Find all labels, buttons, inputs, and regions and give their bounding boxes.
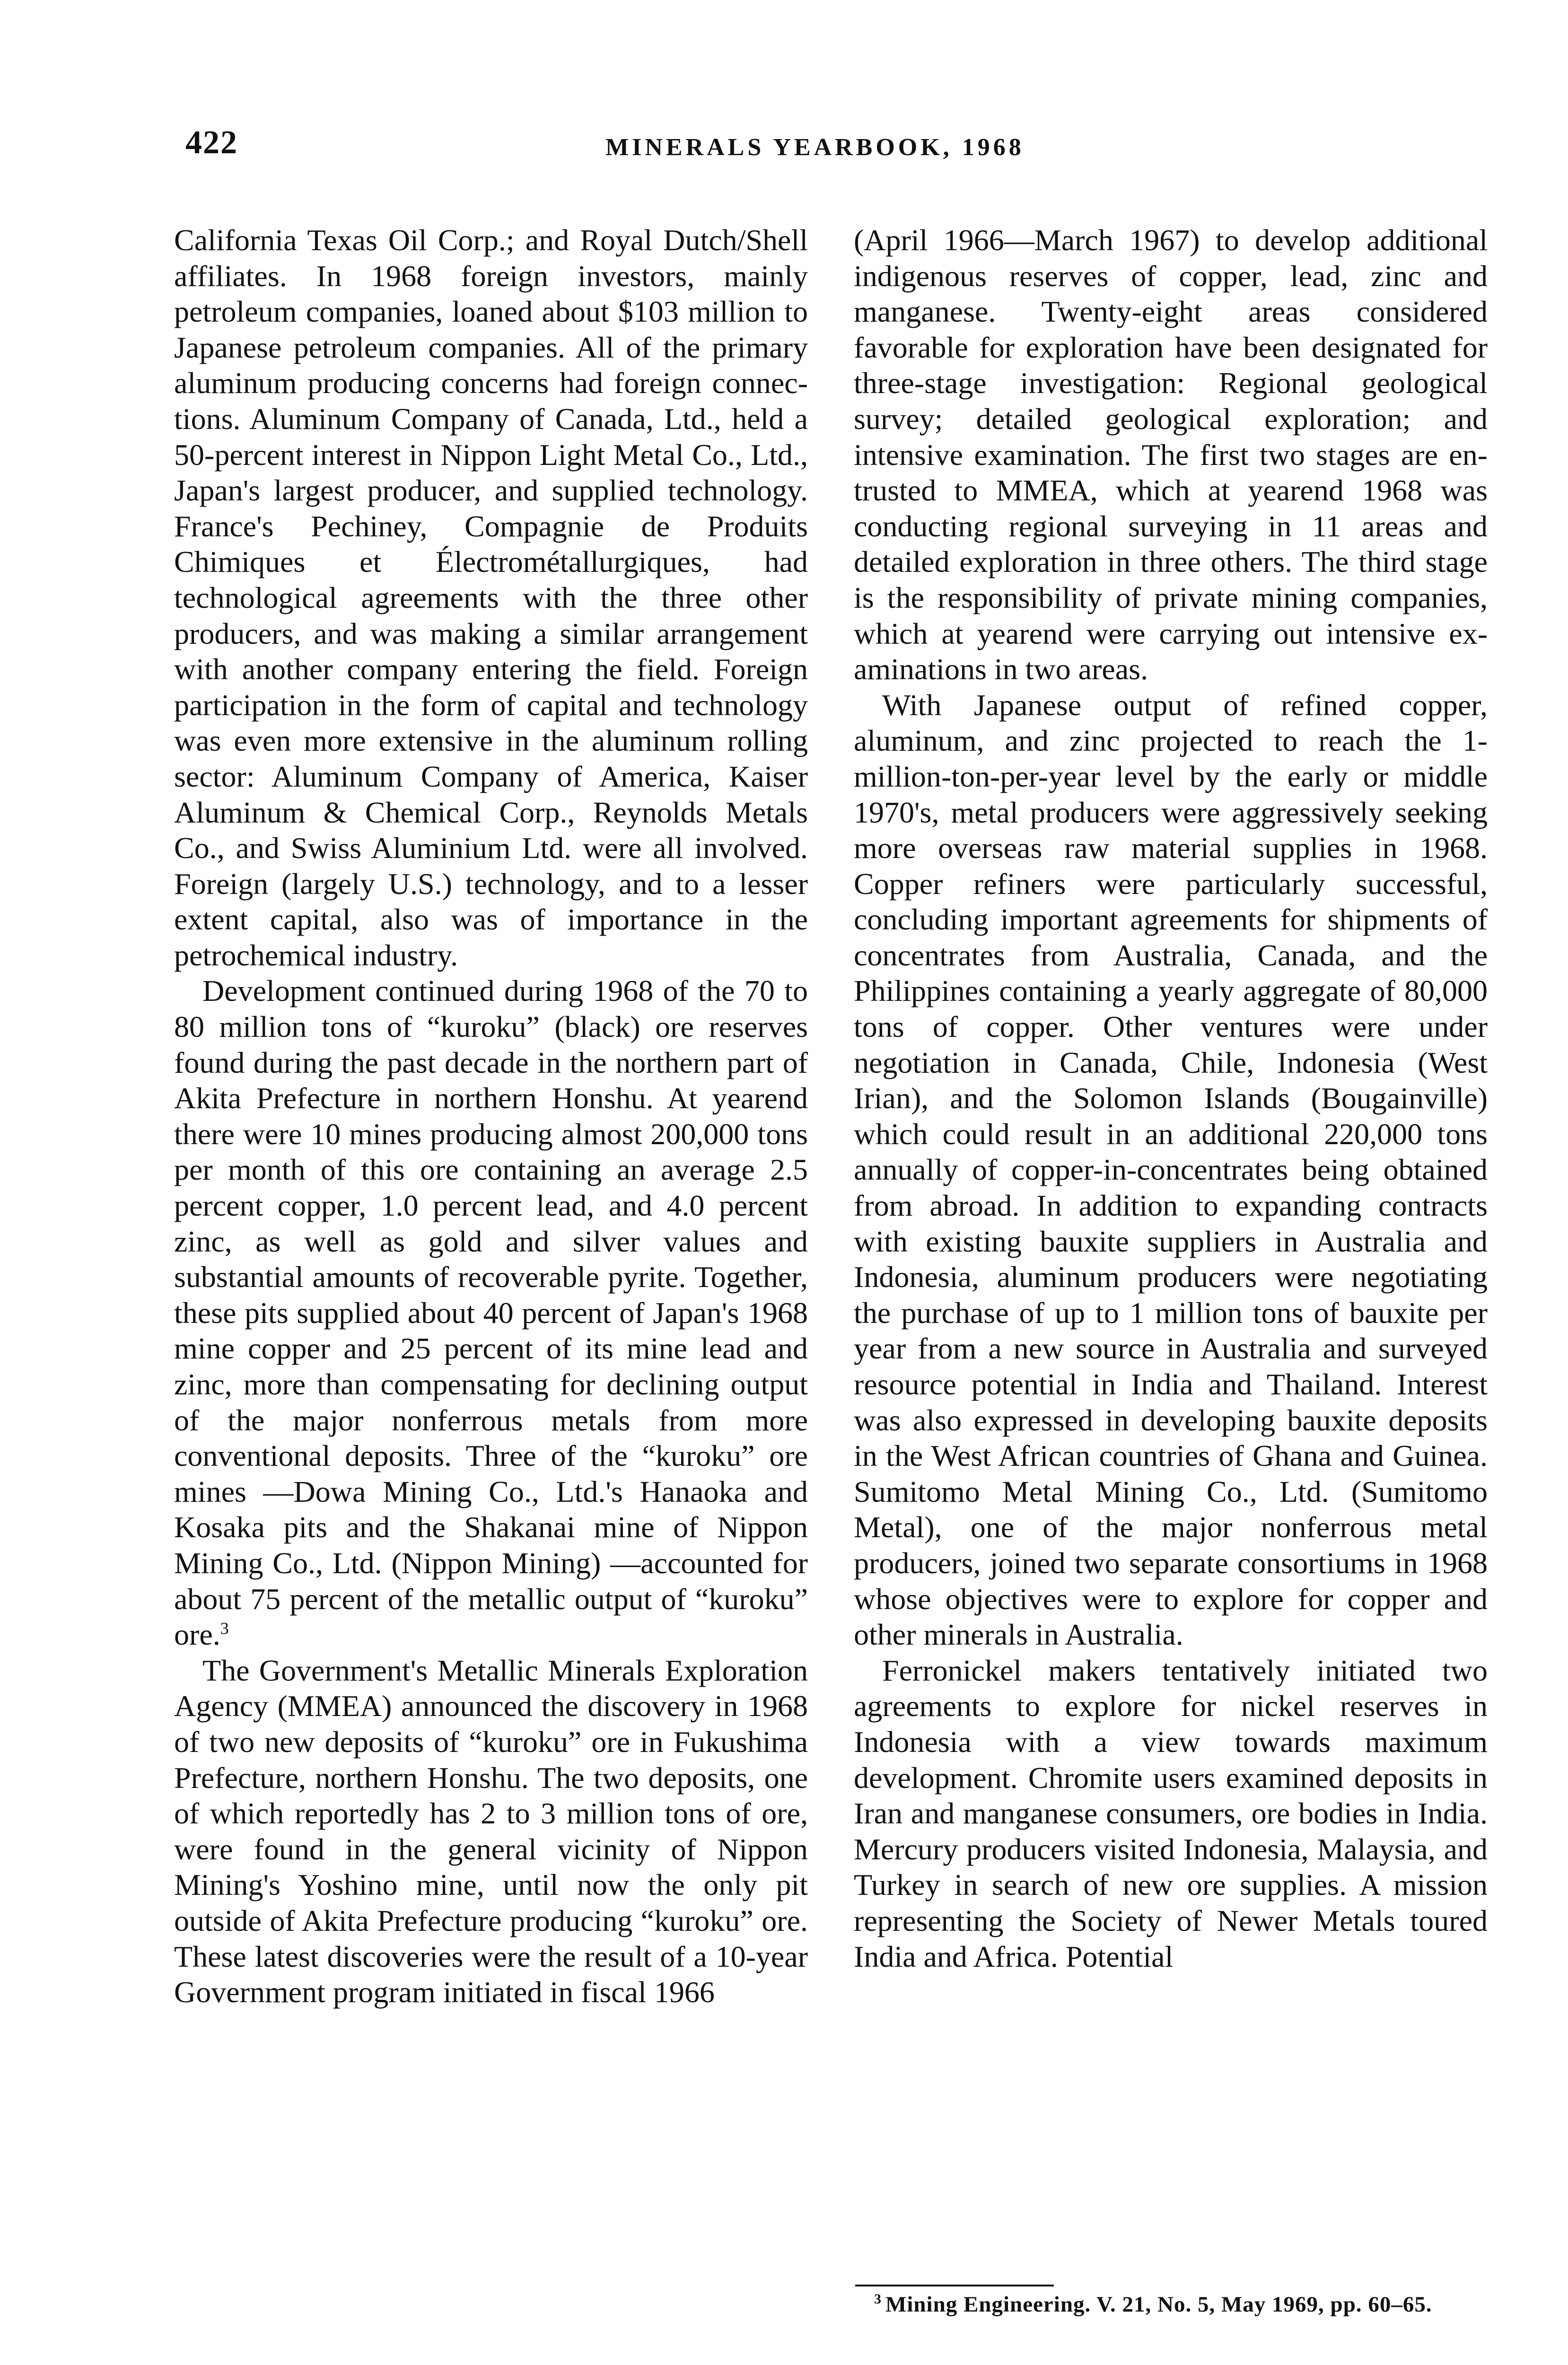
footnote-number: 3 — [874, 2291, 882, 2307]
paragraph: The Government's Metallic Minerals Exploration Agency (MMEA) announced the discovery in 1968 of two new deposits of “kuroku” ore in Fukushima Prefecture, northern Honshu. The two deposits, one of which reportedly has 2 to 3 million tons of ore, were found in the general vicinity of Nippon Mining's Yoshino mine, until now the only pit outside of Akita Prefecture producing “kuroku” ore. These latest discoveries were the result of a 10-year Government program initiated in fiscal 1966 — [174, 1653, 808, 2009]
page-number: 422 — [185, 124, 238, 161]
paragraph — [174, 973, 808, 1652]
paragraph: (April 1966—March 1967) to develop additional indigenous reserves of copper, lead, zinc and manganese. Twenty-eight areas considered favorable for exploration have been designated for three-stage investigation: Regional geological survey; detailed geological exploration; and intensive examination. The first two stages are entrusted to MMEA, which at yearend 1968 was conducting regional surveying in 11 areas and detailed exploration in three others. The third stage is the responsibility of private mining companies, which at yearend were carrying out intensive examinations in two areas. — [854, 223, 1488, 686]
footnote-divider — [855, 2285, 1054, 2286]
left-column — [174, 222, 808, 2010]
right-column — [854, 222, 1488, 1974]
paragraph: Ferronickel makers tentatively initiated two agreements to explore for nickel reserves in Indonesia with a view towards maximum development. Chromite users examined deposits in Iran and manganese consumers, ore bodies in India. Mercury producers visited Indonesia, Malaysia, and Turkey in search of new ore supplies. A mission representing the Society of Newer Metals toured India and Africa. Potential — [854, 1653, 1488, 1973]
footnote-reference: 3 — [220, 1619, 229, 1638]
running-title: MINERALS YEARBOOK, 1968 — [605, 134, 1025, 161]
footnote — [855, 2292, 1489, 2317]
footnote-text: Mining Engineering. V. 21, No. 5, May 1969, pp. 60–65. — [885, 2292, 1432, 2317]
paragraph-text: Development continued during 1968 of the 70 to 80 million tons of “kuroku” (black) ore reserves found during the past decade in the northern part of Akita Prefecture in northern Honshu. At yearend there were 10 mines producing almost 200,000 tons per month of this ore containing an average 2.5 percent copper, 1.0 percent lead, and 4.0 percent zinc, as well as gold and silver values and substantial amounts of recoverable pyrite. Together, these pits supplied about 40 percent of Japan's 1968 mine copper and 25 percent of its mine lead and zinc, more than compensating for declining output of the major nonferrous metals from more conventional deposits. Three of the “kuroku” ore mines —Dowa Mining Co., Ltd.'s Hanaoka and Kosaka pits and the Shakanai mine of Nippon Mining Co., Ltd. (Nippon Mining) —accounted for about 75 percent of the metallic output of “kuroku” ore. — [174, 974, 808, 1652]
paragraph: California Texas Oil Corp.; and Royal Dutch/Shell affiliates. In 1968 foreign investors, mainly petroleum companies, loaned about $103 million to Japanese petroleum companies. All of the primary aluminum producing concerns had foreign connections. Aluminum Company of Canada, Ltd., held a 50-percent interest in Nippon Light Metal Co., Ltd., Japan's largest producer, and supplied technology. France's Pechiney, Compagnie de Produits Chimiques et Électrométallurgiques, had technological agreements with the three other producers, and was making a similar arrangement with another company entering the field. Foreign participation in the form of capital and technology was even more extensive in the aluminum rolling sector: Aluminum Company of America, Kaiser Aluminum & Chemical Corp., Reynolds Metals Co., and Swiss Aluminium Ltd. were all involved. Foreign (largely U.S.) technology, and to a lesser extent capital, also was of importance in the petrochemical industry. — [174, 223, 808, 972]
paragraph: With Japanese output of refined copper, aluminum, and zinc projected to reach the 1-million-ton-per-year level by the early or middle 1970's, metal producers were aggressively seeking more overseas raw material supplies in 1968. Copper refiners were particularly successful, concluding important agreements for shipments of concentrates from Australia, Canada, and the Philippines containing a yearly aggregate of 80,000 tons of copper. Other ventures were under negotiation in Canada, Chile, Indonesia (West Irian), and the Solomon Islands (Bougainville) which could result in an additional 220,000 tons annually of copper-in-concentrates being obtained from abroad. In addition to expanding contracts with existing bauxite suppliers in Australia and Indonesia, aluminum producers were negotiating the purchase of up to 1 million tons of bauxite per year from a new source in Australia and surveyed resource potential in India and Thailand. Interest was also expressed in developing bauxite deposits in the West African countries of Ghana and Guinea. Sumitomo Metal Mining Co., Ltd. (Sumitomo Metal), one of the major nonferrous metal producers, joined two separate consortiums in 1968 whose objectives were to explore for copper and other minerals in Australia. — [854, 688, 1488, 1652]
